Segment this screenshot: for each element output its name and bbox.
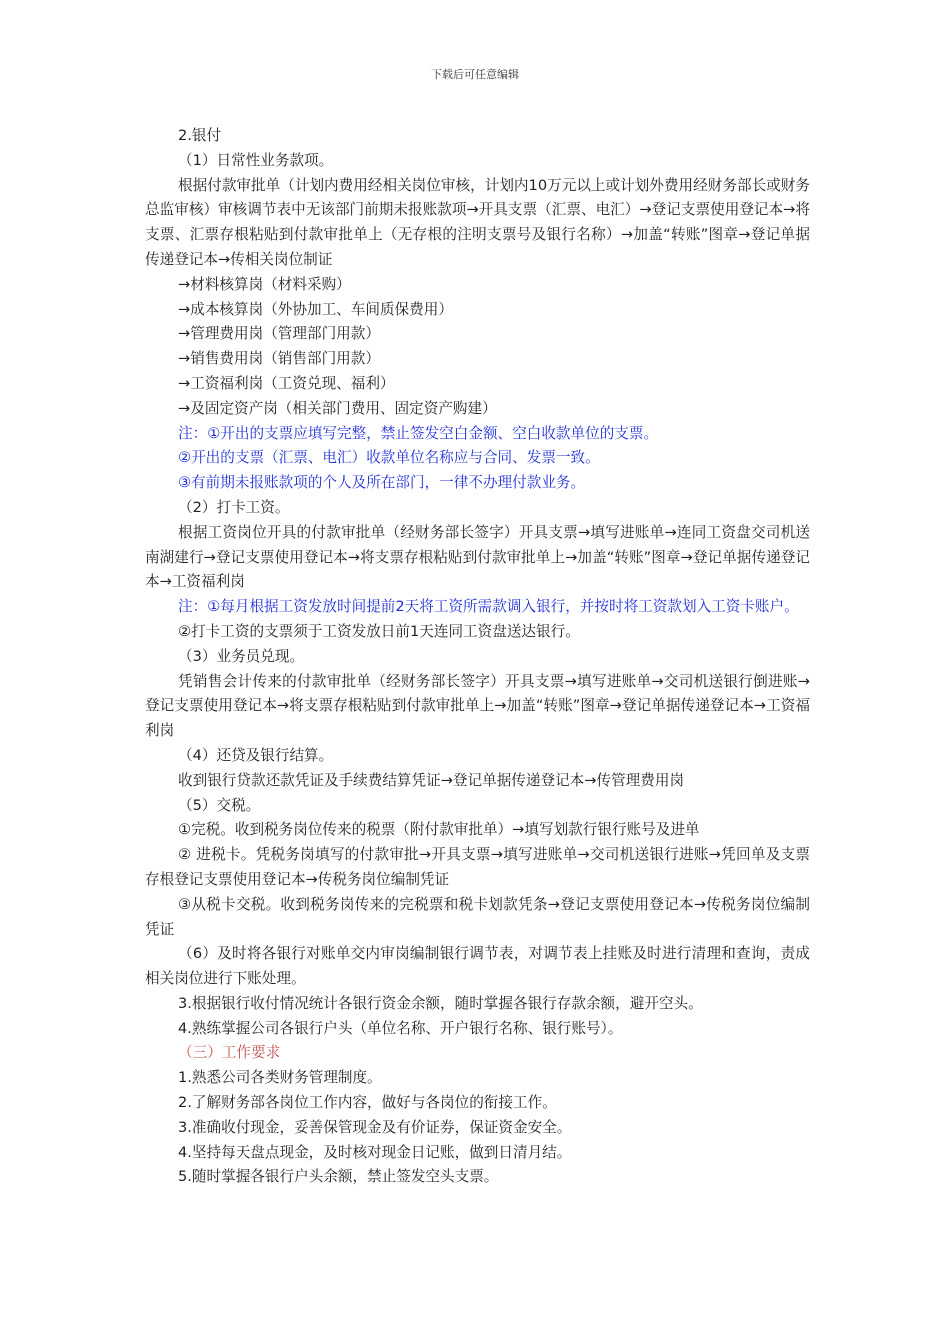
paragraph: （6）及时将各银行对账单交内审岗编制银行调节表，对调节表上挂账及时进行清理和查询，责成相关岗位进行下账处理。 bbox=[145, 945, 810, 988]
paragraph: ③从税卡交税。收到税务岗传来的完税票和税卡划款凭条→登记支票使用登记本→传税务岗位编制凭证 bbox=[145, 895, 810, 938]
paragraph: （3）业务员兑现。 bbox=[178, 647, 305, 665]
paragraph: （2）打卡工资。 bbox=[178, 498, 290, 516]
paragraph: ② 进税卡。凭税务岗填写的付款审批→开具支票→填写进账单→交司机送银行进账→凭回单及支票存根登记支票使用登记本→传税务岗位编制凭证 bbox=[145, 846, 810, 888]
page-header: 下载后可任意编辑 bbox=[431, 68, 519, 81]
paragraph: →材料核算岗（材料采购） bbox=[178, 275, 351, 293]
paragraph: ①完税。收到税务岗位传来的税票（附付款审批单）→填写划款行银行账号及进单 bbox=[178, 821, 700, 839]
paragraph: →及固定资产岗（相关部门费用、固定资产购建） bbox=[178, 399, 497, 417]
paragraph: 注：①开出的支票应填写完整，禁止签发空白金额、空白收款单位的支票。 bbox=[178, 424, 659, 442]
paragraph: 收到银行贷款还款凭证及手续费结算凭证→登记单据传递登记本→传管理费用岗 bbox=[178, 771, 685, 789]
paragraph: 根据付款审批单（计划内费用经相关岗位审核，计划内10万元以上或计划外费用经财务部长或财务总监审核）审核调节表中无该部门前期未报账款项→开具支票（汇票、电汇）→登记支票使用登记本→将支票、汇票存根粘贴到付款审批单上（无存根的注明支票号及银行名称）→加盖“转账”图章→登记单据传递登记本→传相关岗位制证 bbox=[145, 176, 810, 268]
paragraph: 2.了解财务部各岗位工作内容，做好与各岗位的衔接工作。 bbox=[178, 1094, 557, 1112]
paragraph: 5.随时掌握各银行户头余额，禁止签发空头支票。 bbox=[178, 1168, 499, 1186]
paragraph: 4.坚持每天盘点现金，及时核对现金日记账，做到日清月结。 bbox=[178, 1143, 572, 1161]
paragraph: 凭销售会计传来的付款审批单（经财务部长签字）开具支票→填写进账单→交司机送银行倒进账→登记支票使用登记本→将支票存根粘贴到付款审批单上→加盖“转账”图章→登记单据传递登记本→工资福利岗 bbox=[145, 672, 810, 740]
paragraph: →销售费用岗（销售部门用款） bbox=[178, 350, 380, 368]
paragraph: 根据工资岗位开具的付款审批单（经财务部长签字）开具支票→填写进账单→连同工资盘交司机送南湖建行→登记支票使用登记本→将支票存根粘贴到付款审批单上→加盖“转账”图章→登记单据传递登记本→工资福利岗 bbox=[145, 523, 810, 591]
document-body bbox=[145, 124, 810, 1190]
paragraph: 3.准确收付现金，妥善保管现金及有价证券，保证资金安全。 bbox=[178, 1118, 572, 1136]
paragraph: （1）日常性业务款项。 bbox=[178, 151, 334, 169]
paragraph: （三）工作要求 bbox=[178, 1044, 281, 1062]
paragraph: 注：①每月根据工资发放时间提前2天将工资所需款调入银行，并按时将工资款划入工资卡账户。 bbox=[178, 598, 799, 616]
paragraph: （4）还贷及银行结算。 bbox=[178, 746, 334, 764]
paragraph: 2.银付 bbox=[178, 127, 222, 144]
paragraph: →管理费用岗（管理部门用款） bbox=[178, 325, 380, 343]
paragraph: ②开出的支票（汇票、电汇）收款单位名称应与合同、发票一致。 bbox=[178, 449, 600, 467]
paragraph: ②打卡工资的支票须于工资发放日前1天连同工资盘送达银行。 bbox=[178, 622, 580, 640]
paragraph: →工资福利岗（工资兑现、福利） bbox=[178, 374, 395, 392]
paragraph: （5）交税。 bbox=[178, 796, 261, 814]
paragraph: 4.熟练掌握公司各银行户头（单位名称、开户银行名称、银行账号）。 bbox=[178, 1019, 623, 1037]
paragraph: 3.根据银行收付情况统计各银行资金余额，随时掌握各银行存款余额，避开空头。 bbox=[178, 994, 703, 1012]
paragraph: 1.熟悉公司各类财务管理制度。 bbox=[178, 1069, 382, 1087]
paragraph: ③有前期未报账款项的个人及所在部门，一律不办理付款业务。 bbox=[178, 474, 586, 492]
paragraph: →成本核算岗（外协加工、车间质保费用） bbox=[178, 300, 453, 318]
